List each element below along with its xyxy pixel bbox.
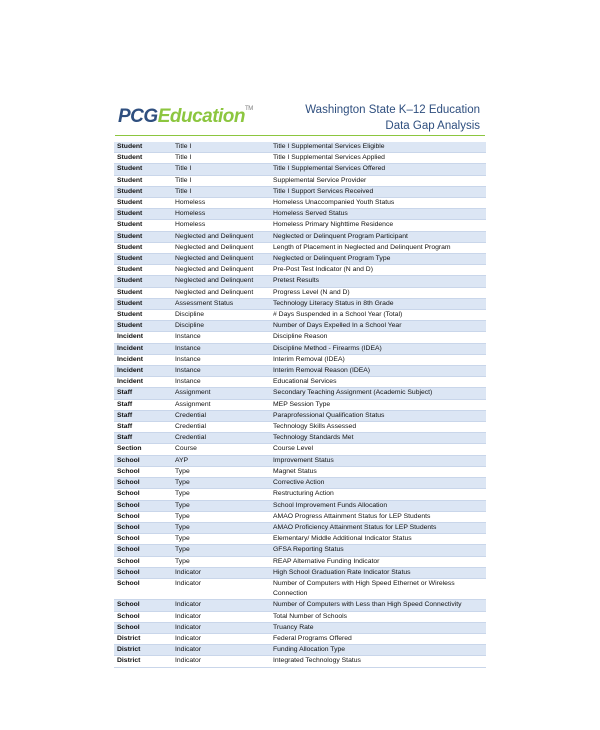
pcg-education-logo bbox=[118, 106, 253, 128]
category-cell: Assignment bbox=[172, 399, 270, 410]
entity-cell: Student bbox=[114, 198, 172, 209]
table-row bbox=[114, 511, 486, 522]
data-element-cell: Title I Supplemental Services Applied bbox=[270, 153, 486, 164]
logo-education: Education bbox=[157, 106, 246, 127]
entity-cell: School bbox=[114, 534, 172, 545]
table-row bbox=[114, 220, 486, 231]
table-row bbox=[114, 567, 486, 578]
entity-cell: Student bbox=[114, 164, 172, 175]
data-element-cell: Secondary Teaching Assignment (Academic Subject) bbox=[270, 388, 486, 399]
entity-cell: Student bbox=[114, 254, 172, 265]
category-cell: Indicator bbox=[172, 600, 270, 611]
title-line-1: Washington State K–12 Education bbox=[305, 104, 480, 116]
entity-cell: School bbox=[114, 578, 172, 599]
entity-cell: School bbox=[114, 567, 172, 578]
data-element-cell: High School Graduation Rate Indicator Status bbox=[270, 567, 486, 578]
category-cell: Title I bbox=[172, 175, 270, 186]
entity-cell: Student bbox=[114, 310, 172, 321]
header-divider bbox=[115, 135, 485, 136]
category-cell: Neglected and Delinquent bbox=[172, 265, 270, 276]
category-cell: Title I bbox=[172, 164, 270, 175]
table-row bbox=[114, 444, 486, 455]
table-row bbox=[114, 186, 486, 197]
data-element-cell: Number of Computers with High Speed Ethernet or Wireless Connection bbox=[270, 578, 486, 599]
document-title bbox=[305, 102, 480, 134]
entity-cell: School bbox=[114, 455, 172, 466]
entity-cell: Student bbox=[114, 298, 172, 309]
category-cell: Instance bbox=[172, 332, 270, 343]
table-row bbox=[114, 142, 486, 153]
table-row bbox=[114, 545, 486, 556]
category-cell: Credential bbox=[172, 433, 270, 444]
category-cell: Discipline bbox=[172, 321, 270, 332]
table-row bbox=[114, 388, 486, 399]
data-element-cell: School Improvement Funds Allocation bbox=[270, 500, 486, 511]
table-row bbox=[114, 478, 486, 489]
table-row bbox=[114, 399, 486, 410]
table-row bbox=[114, 276, 486, 287]
data-element-cell: Paraprofessional Qualification Status bbox=[270, 410, 486, 421]
entity-cell: School bbox=[114, 466, 172, 477]
table-row bbox=[114, 455, 486, 466]
entity-cell: School bbox=[114, 489, 172, 500]
data-element-cell: Pretest Results bbox=[270, 276, 486, 287]
data-element-cell: Improvement Status bbox=[270, 455, 486, 466]
data-element-cell: Progress Level (N and D) bbox=[270, 287, 486, 298]
category-cell: Type bbox=[172, 522, 270, 533]
table-row bbox=[114, 377, 486, 388]
data-element-cell: Title I Supplemental Services Eligible bbox=[270, 142, 486, 153]
category-cell: Indicator bbox=[172, 645, 270, 656]
entity-cell: Staff bbox=[114, 410, 172, 421]
data-element-cell: Title I Supplemental Services Offered bbox=[270, 164, 486, 175]
entity-cell: Incident bbox=[114, 354, 172, 365]
table-row bbox=[114, 343, 486, 354]
entity-cell: Section bbox=[114, 444, 172, 455]
table-row bbox=[114, 265, 486, 276]
entity-cell: Incident bbox=[114, 343, 172, 354]
category-cell: Credential bbox=[172, 410, 270, 421]
category-cell: Neglected and Delinquent bbox=[172, 276, 270, 287]
data-element-cell: Discipline Method - Firearms (IDEA) bbox=[270, 343, 486, 354]
table-row bbox=[114, 489, 486, 500]
category-cell: Indicator bbox=[172, 622, 270, 633]
entity-cell: Student bbox=[114, 231, 172, 242]
data-element-cell: AMAO Progress Attainment Status for LEP Students bbox=[270, 511, 486, 522]
table-row bbox=[114, 556, 486, 567]
data-element-cell: Truancy Rate bbox=[270, 622, 486, 633]
entity-cell: Staff bbox=[114, 433, 172, 444]
category-cell: Type bbox=[172, 478, 270, 489]
data-element-cell: Homeless Unaccompanied Youth Status bbox=[270, 198, 486, 209]
data-element-cell: AMAO Proficiency Attainment Status for LEP Students bbox=[270, 522, 486, 533]
category-cell: Assessment Status bbox=[172, 298, 270, 309]
data-element-cell: Magnet Status bbox=[270, 466, 486, 477]
category-cell: Homeless bbox=[172, 198, 270, 209]
table-row bbox=[114, 433, 486, 444]
data-element-cell: Homeless Served Status bbox=[270, 209, 486, 220]
table-row bbox=[114, 254, 486, 265]
table-row bbox=[114, 287, 486, 298]
entity-cell: Incident bbox=[114, 377, 172, 388]
data-element-cell: Federal Programs Offered bbox=[270, 633, 486, 644]
table-row bbox=[114, 410, 486, 421]
table-row bbox=[114, 578, 486, 599]
category-cell: Indicator bbox=[172, 578, 270, 599]
category-cell: Indicator bbox=[172, 656, 270, 667]
table-row bbox=[114, 231, 486, 242]
data-element-cell: Number of Days Expelled In a School Year bbox=[270, 321, 486, 332]
entity-cell: Student bbox=[114, 142, 172, 153]
entity-cell: Staff bbox=[114, 422, 172, 433]
category-cell: Assignment bbox=[172, 388, 270, 399]
data-element-cell: Course Level bbox=[270, 444, 486, 455]
data-element-cell: Technology Standards Met bbox=[270, 433, 486, 444]
entity-cell: School bbox=[114, 545, 172, 556]
data-element-cell: GFSA Reporting Status bbox=[270, 545, 486, 556]
table-row bbox=[114, 198, 486, 209]
data-gap-table bbox=[114, 142, 486, 668]
data-element-cell: MEP Session Type bbox=[270, 399, 486, 410]
entity-cell: District bbox=[114, 656, 172, 667]
table-row bbox=[114, 164, 486, 175]
data-element-cell: Total Number of Schools bbox=[270, 611, 486, 622]
entity-cell: Student bbox=[114, 276, 172, 287]
category-cell: Instance bbox=[172, 354, 270, 365]
entity-cell: Student bbox=[114, 209, 172, 220]
data-element-cell: Discipline Reason bbox=[270, 332, 486, 343]
entity-cell: Staff bbox=[114, 388, 172, 399]
logo-pcg: PCG bbox=[118, 106, 158, 127]
category-cell: Credential bbox=[172, 422, 270, 433]
category-cell: Type bbox=[172, 545, 270, 556]
table-row bbox=[114, 422, 486, 433]
entity-cell: School bbox=[114, 500, 172, 511]
entity-cell: School bbox=[114, 600, 172, 611]
category-cell: Type bbox=[172, 534, 270, 545]
table-row bbox=[114, 656, 486, 667]
table-row bbox=[114, 298, 486, 309]
data-element-cell: Title I Support Services Received bbox=[270, 186, 486, 197]
category-cell: Title I bbox=[172, 142, 270, 153]
data-element-cell: Interim Removal Reason (IDEA) bbox=[270, 366, 486, 377]
table-row bbox=[114, 645, 486, 656]
category-cell: Neglected and Delinquent bbox=[172, 231, 270, 242]
data-element-cell: # Days Suspended in a School Year (Total) bbox=[270, 310, 486, 321]
data-element-cell: Supplemental Service Provider bbox=[270, 175, 486, 186]
category-cell: Neglected and Delinquent bbox=[172, 254, 270, 265]
entity-cell: School bbox=[114, 511, 172, 522]
table-row bbox=[114, 310, 486, 321]
entity-cell: School bbox=[114, 622, 172, 633]
entity-cell: School bbox=[114, 478, 172, 489]
logo-trademark: TM bbox=[245, 106, 253, 112]
table-row bbox=[114, 332, 486, 343]
entity-cell: Student bbox=[114, 153, 172, 164]
data-element-cell: REAP Alternative Funding Indicator bbox=[270, 556, 486, 567]
category-cell: Type bbox=[172, 500, 270, 511]
category-cell: Type bbox=[172, 489, 270, 500]
data-element-cell: Length of Placement in Neglected and Delinquent Program bbox=[270, 242, 486, 253]
table-row bbox=[114, 366, 486, 377]
category-cell: Discipline bbox=[172, 310, 270, 321]
category-cell: Title I bbox=[172, 186, 270, 197]
table-row bbox=[114, 321, 486, 332]
data-element-cell: Elementary/ Middle Additional Indicator Status bbox=[270, 534, 486, 545]
category-cell: Indicator bbox=[172, 567, 270, 578]
data-element-cell: Technology Literacy Status in 8th Grade bbox=[270, 298, 486, 309]
entity-cell: School bbox=[114, 611, 172, 622]
entity-cell: District bbox=[114, 645, 172, 656]
table-row bbox=[114, 622, 486, 633]
entity-cell: Student bbox=[114, 265, 172, 276]
category-cell: Indicator bbox=[172, 633, 270, 644]
data-element-cell: Homeless Primary Nighttime Residence bbox=[270, 220, 486, 231]
table-row bbox=[114, 209, 486, 220]
category-cell: Instance bbox=[172, 343, 270, 354]
category-cell: Neglected and Delinquent bbox=[172, 242, 270, 253]
category-cell: Instance bbox=[172, 377, 270, 388]
table-row bbox=[114, 633, 486, 644]
table-row bbox=[114, 354, 486, 365]
data-element-cell: Technology Skills Assessed bbox=[270, 422, 486, 433]
entity-cell: Incident bbox=[114, 332, 172, 343]
table-row bbox=[114, 522, 486, 533]
entity-cell: Student bbox=[114, 186, 172, 197]
category-cell: Type bbox=[172, 511, 270, 522]
table-row bbox=[114, 175, 486, 186]
table-row bbox=[114, 500, 486, 511]
title-line-2: Data Gap Analysis bbox=[385, 120, 480, 132]
entity-cell: Student bbox=[114, 321, 172, 332]
entity-cell: Student bbox=[114, 175, 172, 186]
category-cell: Instance bbox=[172, 366, 270, 377]
category-cell: Type bbox=[172, 466, 270, 477]
category-cell: Neglected and Delinquent bbox=[172, 287, 270, 298]
data-element-cell: Neglected or Delinquent Program Type bbox=[270, 254, 486, 265]
table-row bbox=[114, 153, 486, 164]
entity-cell: District bbox=[114, 633, 172, 644]
data-element-cell: Integrated Technology Status bbox=[270, 656, 486, 667]
entity-cell: Student bbox=[114, 220, 172, 231]
table-body bbox=[114, 142, 486, 667]
table-row bbox=[114, 466, 486, 477]
entity-cell: School bbox=[114, 556, 172, 567]
category-cell: Homeless bbox=[172, 220, 270, 231]
category-cell: Course bbox=[172, 444, 270, 455]
data-element-cell: Educational Services bbox=[270, 377, 486, 388]
data-element-cell: Restructuring Action bbox=[270, 489, 486, 500]
entity-cell: Student bbox=[114, 287, 172, 298]
data-element-cell: Neglected or Delinquent Program Participant bbox=[270, 231, 486, 242]
entity-cell: Student bbox=[114, 242, 172, 253]
table-row bbox=[114, 611, 486, 622]
table-row bbox=[114, 600, 486, 611]
data-element-cell: Pre-Post Test Indicator (N and D) bbox=[270, 265, 486, 276]
category-cell: Homeless bbox=[172, 209, 270, 220]
table-row bbox=[114, 242, 486, 253]
category-cell: Indicator bbox=[172, 611, 270, 622]
entity-cell: School bbox=[114, 522, 172, 533]
category-cell: AYP bbox=[172, 455, 270, 466]
data-element-cell: Interim Removal (IDEA) bbox=[270, 354, 486, 365]
data-element-cell: Funding Allocation Type bbox=[270, 645, 486, 656]
category-cell: Type bbox=[172, 556, 270, 567]
entity-cell: Staff bbox=[114, 399, 172, 410]
table-row bbox=[114, 534, 486, 545]
category-cell: Title I bbox=[172, 153, 270, 164]
entity-cell: Incident bbox=[114, 366, 172, 377]
data-element-cell: Number of Computers with Less than High Speed Connectivity bbox=[270, 600, 486, 611]
data-element-cell: Corrective Action bbox=[270, 478, 486, 489]
